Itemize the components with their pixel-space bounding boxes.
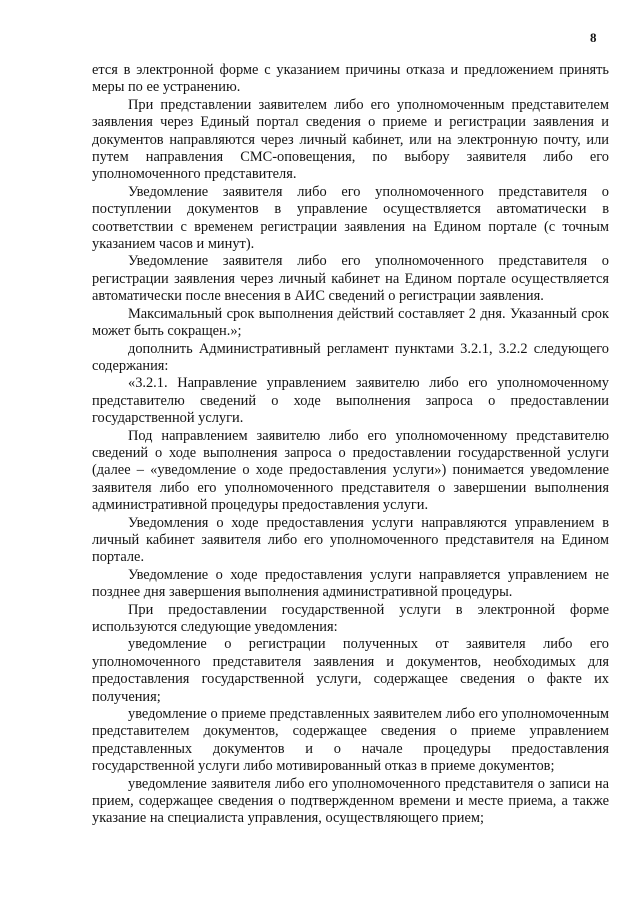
paragraph-clause-3-2-1: «3.2.1. Направление управлением заявителю либо его уполномоченному представителю сведений о ходе выполнения запроса о предоставлении государственной услуги. bbox=[92, 375, 609, 427]
document-body bbox=[92, 62, 609, 828]
paragraph-registration-receipt: уведомление о регистрации полученных от заявителя либо его уполномоченного представителя заявления и документов, необходимых для предоставления государственной услуги, содержащее сведения о факте их получения; bbox=[92, 636, 609, 705]
paragraph-appointment: уведомление заявителя либо его уполномоченного представителя о записи на прием, содержащее сведения о подтвержденном времени и месте приема, а также указание на специалиста управления, осуществляющего прием; bbox=[92, 775, 609, 827]
paragraph-continuation: ется в электронной форме с указанием причины отказа и предложением принять меры по ее устранению. bbox=[92, 62, 609, 96]
paragraph-electronic-form: При предоставлении государственной услуги в электронной форме используются следующие уведомления: bbox=[92, 601, 609, 635]
paragraph-max-term: Максимальный срок выполнения действий составляет 2 дня. Указанный срок может быть сокращен.»; bbox=[92, 305, 609, 340]
paragraph-receipt-notification: Уведомление заявителя либо его уполномоченного представителя о поступлении документов в управление осуществляется автоматически в соответствии с временем регистрации заявления на Едином портале (с точным указанием часов и минут). bbox=[92, 183, 609, 253]
paragraph-definition: Под направлением заявителю либо его уполномоченному представителю сведений о ходе выполнения запроса о предоставлении государственной услуги (далее – «уведомление о ходе предоставления услуги») понимается уведомление заявителя либо его уполномоченного представителя о завершении выполнения административной процедуры предоставления услуги. bbox=[92, 427, 609, 514]
paragraph-deadline: Уведомление о ходе предоставления услуги направляется управлением не позднее дня завершения выполнения административной процедуры. bbox=[92, 566, 609, 601]
paragraph-portal-notification: При представлении заявителем либо его уполномоченным представителем заявления через Единый портал сведения о приеме и регистрации заявления и документов направляются через личный кабинет, или на электронную почту, или путем направления СМС-оповещения, по выбору заявителя либо его уполномоченного представителя. bbox=[92, 96, 609, 183]
paragraph-registration-notification: Уведомление заявителя либо его уполномоченного представителя о регистрации заявления через личный кабинет на Едином портале осуществляется автоматически после внесения в АИС сведений о регистрации заявления. bbox=[92, 253, 609, 305]
page-number: 8 bbox=[590, 30, 597, 45]
paragraph-cabinet-notifications: Уведомления о ходе предоставления услуги направляются управлением в личный кабинет заявителя либо его уполномоченного представителя на Едином портале. bbox=[92, 514, 609, 566]
paragraph-acceptance: уведомление о приеме представленных заявителем либо его уполномоченным представителем документов, содержащее сведения о приеме управлением представленных документов и о начале процедуры предоставления государственной услуги либо мотивированный отказ в приеме документов; bbox=[92, 706, 609, 775]
paragraph-amendment-intro: дополнить Административный регламент пунктами 3.2.1, 3.2.2 следующего содержания: bbox=[92, 340, 609, 374]
